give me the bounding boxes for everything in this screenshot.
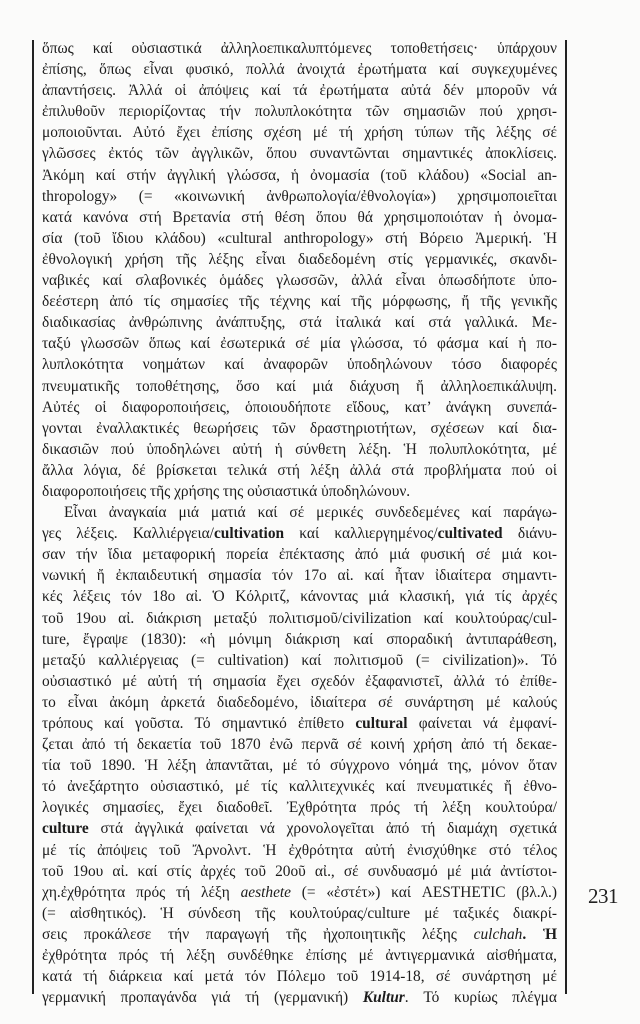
text-line: κές λέξεις τόν 18ο αἰ. Ὁ Κόλριτζ, κάνοντας μιά κλασική, γιά τίς ἀρχές	[42, 588, 557, 606]
paragraph-2	[42, 502, 557, 1008]
text-line: thropology» (= «κοινωνική ἀνθρωπολογία/ἐθνολογία») χρησιμοποιεῖται	[42, 187, 557, 205]
term-aesthete: aesthete	[240, 883, 292, 901]
text-line: ζεται ἀπό τή δεκαετία τοῦ 1870 ἐνῶ περνᾶ σέ κοινή χρήση ἀπό τή δεκαε-	[42, 736, 557, 754]
text-line: ταξύ γλωσσῶν ὅπως καί ἐσωτερικά σέ μία γλώσσα, τό φάσμα καί ἡ πο-	[42, 335, 557, 353]
text-line: Ἀκόμη καί στήν ἀγγλική γλώσσα, ἡ ὀνομασία (τοῦ κλάδου) «Social an-	[42, 166, 557, 184]
term-cultural: cultural	[355, 715, 408, 732]
term-kultur: Kultur	[362, 989, 405, 1007]
text-line	[42, 882, 557, 903]
text-line: λογικές σημασίες, ἔχει διαδοθεῖ. Ἐχθρότητα πρός τή λέξη κουλτούρα/	[42, 799, 557, 817]
text-line	[42, 924, 557, 945]
text-line: ἐθνολογική χρήση τῆς λέξης εἶναι διαδεδομένη στίς γερμανικές, σκανδι-	[42, 250, 557, 268]
text-line: ἐχθρότητα πρός τή λέξη συνδέθηκε ἐπίσης μέ ἀντιγερμανικά αἰσθήματα,	[42, 947, 557, 965]
text-line: δεέστερη ἀπό τίς σημασίες τῆς τέχνης καί τῆς μόρφωσης, ἤ τῆς γενικῆς	[42, 293, 557, 311]
text-line: μέ τίς ἀπόψεις τοῦ Ἄρνολντ. Ἡ ἐχθρότητα αὐτή ἐνισχύθηκε στό τέλος	[42, 841, 557, 859]
text-line: κατά κανόνα στή Βρετανία στή θέση ὅπου θά χρησιμοποιόταν ἡ ὀνομα-	[42, 208, 557, 226]
text-line: το εἶναι ἀκόμη ἀρκετά διαδεδομένο, ἰδιαίτερα σέ συνάρτηση μέ καλούς	[42, 693, 557, 711]
text-line: τοῦ 19ου αἰ. διάκριση μεταξύ πολιτισμοῦ/civilization καί κουλτούρας/cul-	[42, 609, 557, 627]
text-line	[42, 987, 557, 1008]
text-line: ἄλλα λόγια, δέ βρίσκεται τελικά στή λέξη ἀλλά στά προβλήματα πού οἱ	[42, 461, 557, 479]
term-culture: culture	[42, 820, 89, 838]
text-line: μοποιοῦνται. Αὐτό ἔχει ἐπίσης σχέση μέ τή χρήση τύπων τῆς λέξης σέ	[42, 124, 557, 142]
text-line: μεταξύ καλλιέργειας (= cultivation) καί πολιτισμοῦ (= civilization)». Τό	[42, 651, 557, 669]
text-line: διαδικασίας ἀνθρώπινης ἀνάπτυξης, στά ἰταλικά καί στά γαλλικά. Με-	[42, 314, 557, 332]
right-margin-rule	[565, 40, 567, 994]
text-line: τία τοῦ 1890. Ἡ λέξη ἀπαντᾶται, μέ τό σύγχρονο νόημά της, μόνον ὅταν	[42, 757, 557, 775]
text-run: . Τό κυρίως πλέγμα	[404, 989, 557, 1007]
text-line: τοῦ 19ου αἰ. καί στίς ἀρχές τοῦ 20οῦ αἰ., σέ συνδυασμό μέ μιά ἀντίστοι-	[42, 862, 557, 880]
text-line: ἀπαντήσεις. Ἀλλά οἱ ἀπόψεις καί τά ἐρωτήματα αὐτά δέν μποροῦν νά	[42, 82, 557, 100]
text-run: στά ἀγγλικά φαίνεται νά χρονολογεῖται ἀπό τή διαμάχη σχετικά	[88, 820, 557, 838]
text-line: Εἶναι ἀναγκαία μιά ματιά καί σέ μερικές συνδεδεμένες καί παράγω-	[64, 504, 557, 522]
text-line: Αὐτές οἱ διαφοροποιήσεις, ὁποιουδήποτε εἴδους, κατ’ ἀνάγκη συνεπά-	[42, 398, 557, 416]
text-line: γλῶσσες ἐκτός τῶν ἀγγλικῶν, ὅπου συναντῶνται σημαντικές ἀποκλίσεις.	[42, 145, 557, 163]
text-line: (= αἰσθητικός). Ἡ σύνδεση τῆς κουλτούρας/culture μέ ταξικές διακρί-	[42, 904, 557, 922]
text-run: καί καλλιεργημένος/	[284, 525, 438, 543]
text-run: σεις προκάλεσε τήν παραγωγή τῆς ἠχοποιητικῆς λέξης	[42, 925, 474, 943]
page-number: 231	[588, 884, 618, 908]
left-margin-rule	[32, 40, 34, 994]
text-run: γερμανική προπαγάνδα γιά τή (γερμανική)	[42, 989, 363, 1007]
text-line: οὐσιαστικό μέ αὐτή τή σημασία ἔχει σχεδόν ἐξαφανιστεῖ, ἀλλά τό ἐπίθε-	[42, 672, 557, 690]
text-line	[42, 713, 557, 734]
text-line: δικασιῶν πού ὑποδηλώνει αὐτή ἡ σύνθετη λέξη. Ἡ πολυπλοκότητα, μέ	[42, 440, 557, 458]
text-line: διαφοροποιήσεις τῆς χρήσης της οὐσιαστικά ὑποδηλώνουν.	[42, 482, 411, 500]
text-run: γες λέξεις. Καλλιέργεια/	[42, 525, 214, 543]
text-line: γονται ἐναλλακτικές θεωρήσεις τῶν δραστηριοτήτων, σχέσεων καί δια-	[42, 419, 557, 437]
text-run: . Ἡ	[522, 925, 558, 943]
text-line	[42, 818, 557, 839]
text-line: κατά τή διάρκεια καί μετά τόν Πόλεμο τοῦ 1914-18, σέ συνάρτηση μέ	[42, 968, 557, 986]
term-cultivated: cultivated	[437, 525, 503, 543]
text-line: σία (τοῦ ἴδιου κλάδου) «cultural anthropology» στή Βόρειο Ἀμερική. Ἡ	[42, 229, 557, 247]
text-line: τό ἀνεξάρτητο οὐσιαστικό, μέ τίς καλλιτεχνικές καί πνευματικές ἤ ἐθνο-	[42, 778, 557, 796]
text-line: πνευματικῆς τοποθέτησης, ὅσο καί μιά διάχυση ἤ ἀλληλοεπικάλυψη.	[42, 377, 557, 395]
term-culchah: culchah	[473, 925, 523, 943]
text-line: νωνική ἤ ἐκπαιδευτική σημασία τόν 17ο αἰ. καί ἦταν ἰδιαίτερα σημαντι-	[42, 567, 557, 585]
term-cultivation: cultivation	[213, 525, 285, 543]
text-line: ture, ἔγραψε (1830): «ἡ μόνιμη διάκριση καί σποραδική ἀντιπαράθεση,	[42, 630, 557, 648]
text-line: ὅπως καί οὐσιαστικά ἀλληλοεπικαλυπτόμενες τοποθετήσεις· ὑπάρχουν	[42, 40, 557, 57]
text-line: ἐπίσης, ὅπως εἶναι φυσικό, πολλά ἀνοιχτά ἐρωτήματα καί συγκεχυμένες	[42, 61, 557, 79]
text-line: σαν τήν ἴδια μεταφορική πορεία ἐπέκτασης ἀπό μιά φυσική σέ μιά κοι-	[42, 546, 557, 564]
text-line: ἐπιλυθοῦν περιορίζοντας τήν πολυπλοκότητα τῶν σημασιῶν πού χρησι-	[42, 103, 557, 121]
body-text	[42, 38, 557, 1008]
text-line: λυπλοκότητα νοημάτων καί ἀναφορῶν ὑποδηλώνουν τόσο διαφορές	[42, 356, 557, 374]
text-run: τρόπους καί γοῦστα. Τό σημαντικό ἐπίθετο	[42, 715, 356, 732]
text-run: φαίνεται νά ἐμφανί-	[407, 715, 557, 732]
text-run: (= «ἐστέτ») καί AESTHETIC (βλ.λ.)	[291, 883, 557, 901]
text-line: ναβικές καί σλαβονικές ὁμάδες γλωσσῶν, ἀλλά εἶναι ὁπωσδήποτε ὑπο-	[42, 272, 557, 290]
text-run: διάνυ-	[502, 525, 557, 543]
text-run: χη.ἐχθρότητα πρός τή λέξη	[42, 883, 241, 901]
paragraph-1	[42, 38, 557, 502]
text-line	[42, 523, 557, 544]
